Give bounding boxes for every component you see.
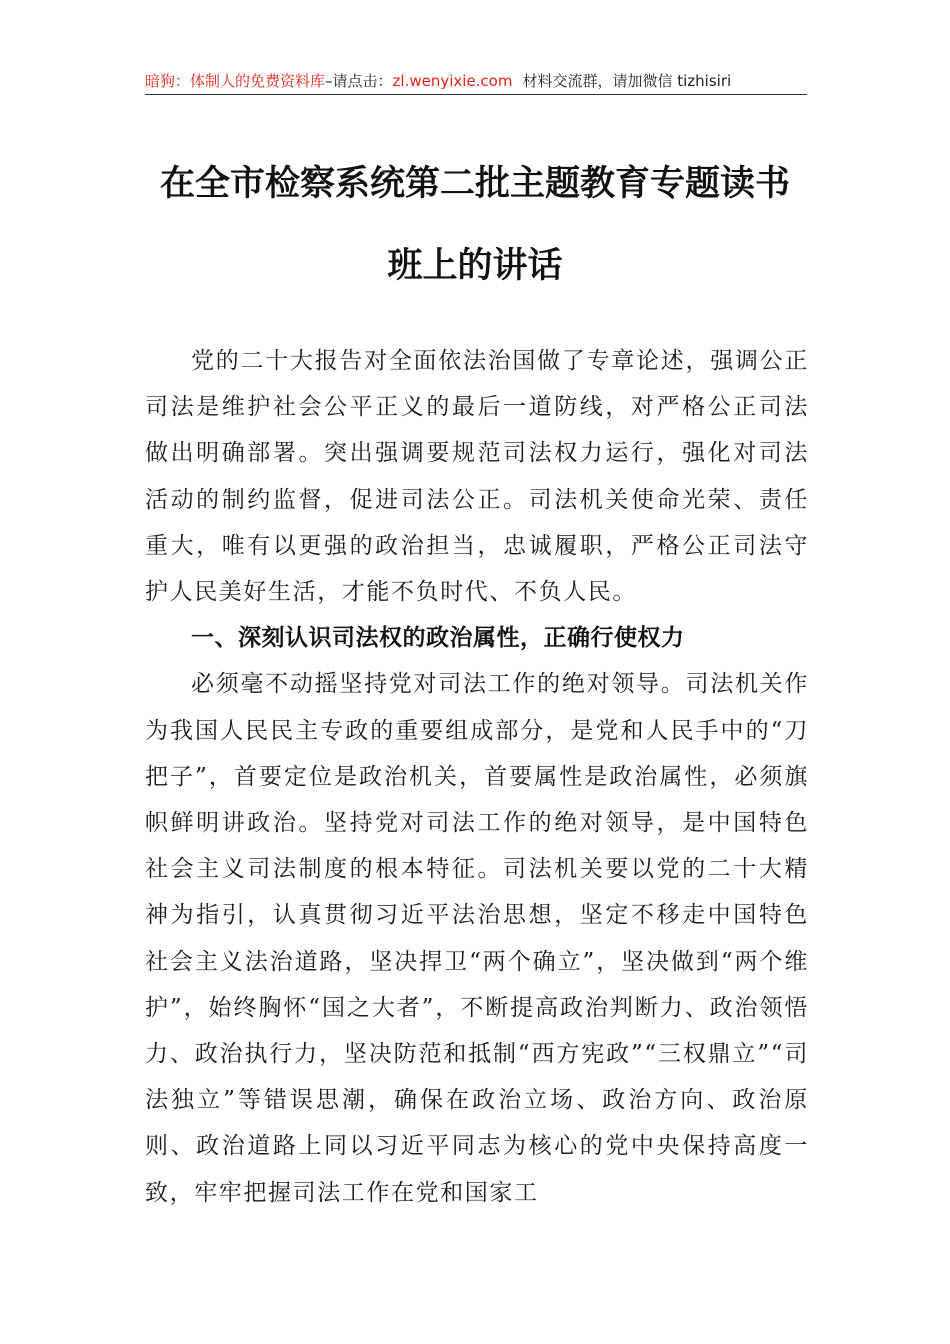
section-heading-1: 一、深刻认识司法权的政治属性，正确行使权力 — [191, 625, 685, 652]
paragraph-intro: 党的二十大报告对全面依法治国做了专章论述，强调公正司法是维护社会公平正义的最后一道防线，对严格公正司法做出明确部署。突出强调要规范司法权力运行，强化对司法活动的制约监督，促进司法公正。司法机关使命光荣、责任重大，唯有以更强的政治担当，忠诚履职，严格公正司法守护人民美好生活，才能不负时代、不负人民。 — [145, 348, 809, 606]
document-title-line-2: 班上的讲话 — [387, 245, 563, 286]
header-contact: 材料交流群，请加微信 tizhisiri — [522, 72, 732, 90]
header-site-label: 暗狗：体制人的免费资料库 — [145, 72, 326, 90]
header-click-label: –请点击： — [325, 72, 393, 90]
document-body — [145, 338, 809, 1216]
header-url-link[interactable]: zl.wenyixie.com — [392, 72, 513, 90]
page-header — [145, 68, 807, 94]
header-divider — [145, 94, 807, 95]
paragraph-section-1: 必须毫不动摇坚持党对司法工作的绝对领导。司法机关作为我国人民民主专政的重要组成部分，是党和人民手中的“刀把子”，首要定位是政治机关，首要属性是政治属性，必须旗帜鲜明讲政治。坚持党对司法工作的绝对领导，是中国特色社会主义司法制度的根本特征。司法机关要以党的二十大精神为指引，认真贯彻习近平法治思想，坚定不移走中国特色社会主义法治道路，坚决捍卫“两个确立”，坚决做到“两个维护”，始终胸怀“国之大者”，不断提高政治判断力、政治领悟力、政治执行力，坚决防范和抵制“西方宪政”“三权鼎立”“司法独立”等错误思潮，确保在政治立场、政治方向、政治原则、政治道路上同以习近平同志为核心的党中央保持高度一致，牢牢把握司法工作在党和国家工 — [145, 671, 809, 1206]
document-title-line-1: 在全市检察系统第二批主题教育专题读书 — [159, 163, 790, 204]
